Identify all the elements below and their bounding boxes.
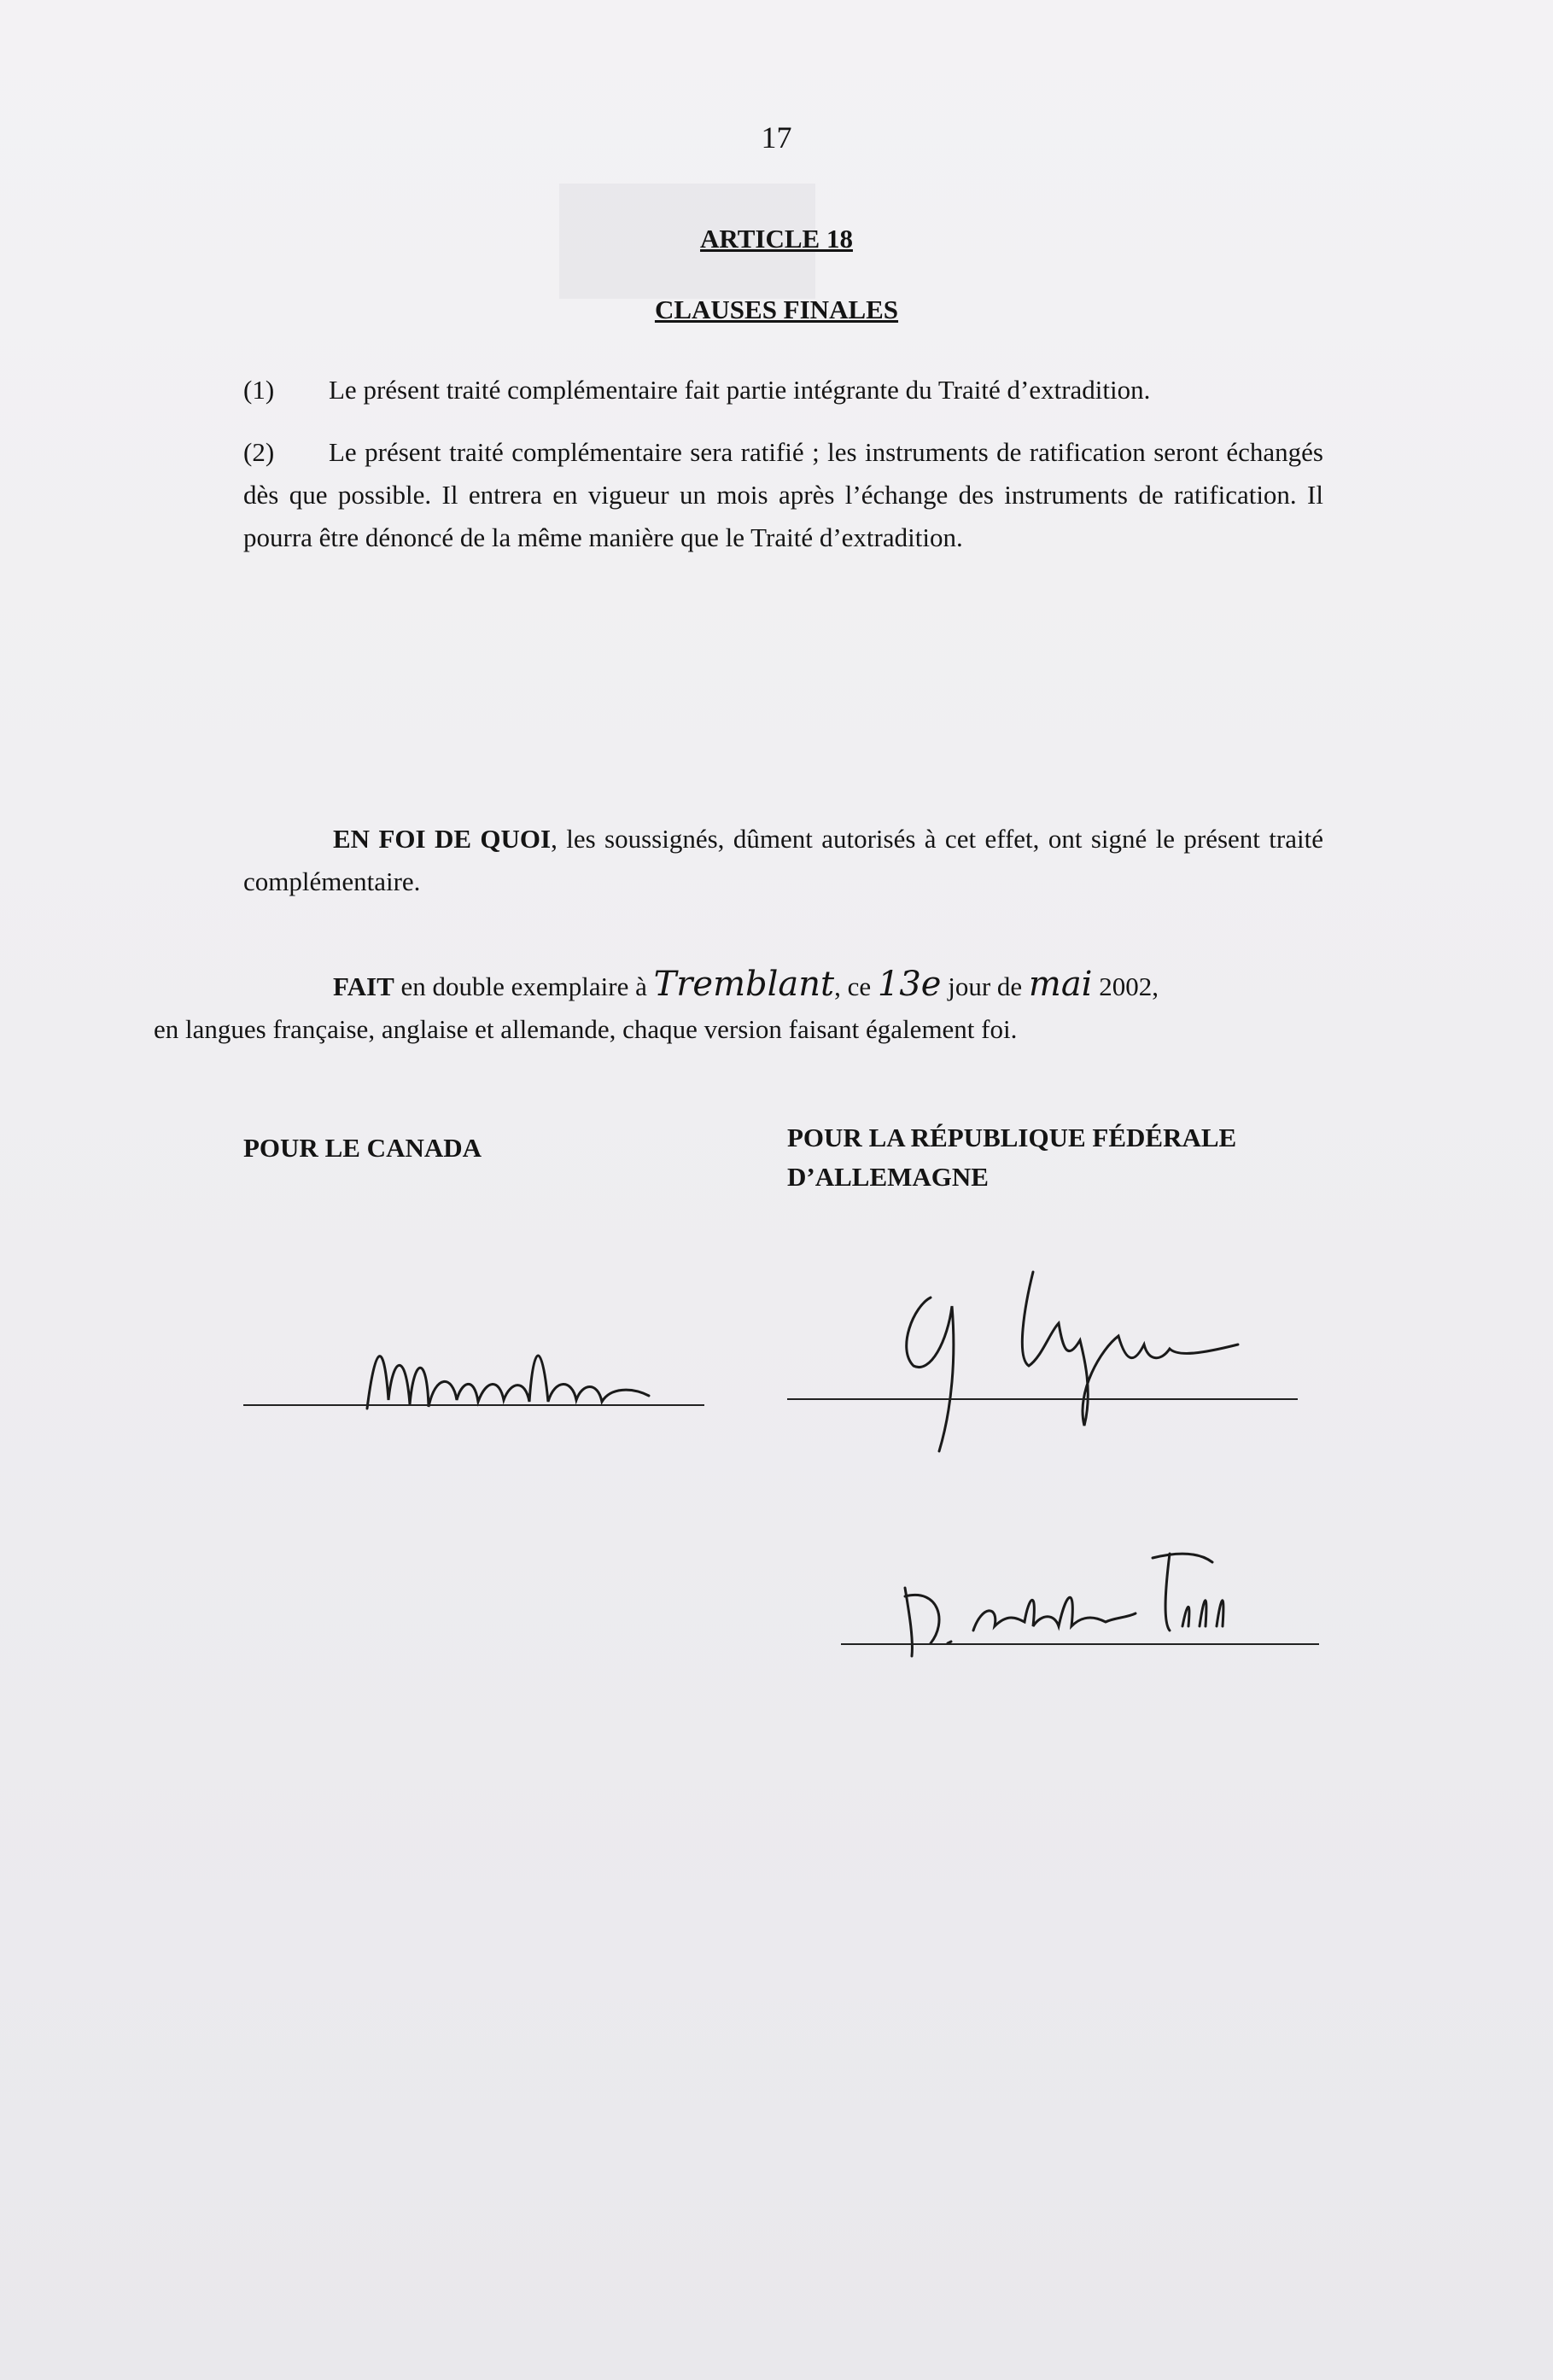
paragraph-1-number: (1) [243,375,275,405]
party-germany-line-1: POUR LA RÉPUBLIQUE FÉDÉRALE [787,1123,1237,1152]
handwritten-day: 13e [877,965,942,1004]
done-year: 2002, [1092,971,1159,1001]
witness-text: , les soussignés, dûment autorisés à cet effet, ont signé le présent traité complémentaire. [243,824,1323,896]
witness-clause [243,818,1323,903]
done-text-3: jour de [941,971,1029,1001]
article-subtitle: CLAUSES FINALES [654,295,899,324]
done-line-2: en langues française, anglaise et allemande, chaque version faisant également foi. [154,1014,1018,1044]
signature-germany-1 [879,1255,1306,1460]
party-canada: POUR LE CANADA [243,1133,482,1163]
handwritten-place: Tremblant [653,965,835,1004]
page-number: 17 [761,120,792,155]
paragraph-2 [243,431,1323,559]
signature-germany-2 [888,1537,1315,1665]
done-text-1: en double exemplaire à [394,971,654,1001]
paragraph-1-text: Le présent traité complémentaire fait partie intégrante du Traité d’extradition. [329,375,1151,405]
handwritten-month: mai [1028,965,1093,1004]
article-title: ARTICLE 18 [700,224,853,254]
party-germany-line-2: D’ALLEMAGNE [787,1162,989,1192]
party-germany [787,1118,1236,1197]
done-clause [154,963,1323,1051]
signature-line-germany-2 [841,1643,1319,1645]
done-bold: FAIT [333,971,394,1001]
paragraph-1 [243,369,1323,411]
signature-canada [359,1306,666,1434]
signature-line-germany-1 [787,1398,1298,1400]
witness-bold: EN FOI DE QUOI [333,824,552,854]
signature-line-canada [243,1404,704,1406]
paragraph-2-number: (2) [243,437,275,467]
paragraph-2-text: Le présent traité complémentaire sera ratifié ; les instruments de ratification seront échangés dès que possible. Il entrera en vigueur un mois après l’échange des instruments de ratification. Il pourra être dénoncé de la même manière que le Traité d’extradition. [243,437,1323,552]
done-text-2: , ce [834,971,878,1001]
